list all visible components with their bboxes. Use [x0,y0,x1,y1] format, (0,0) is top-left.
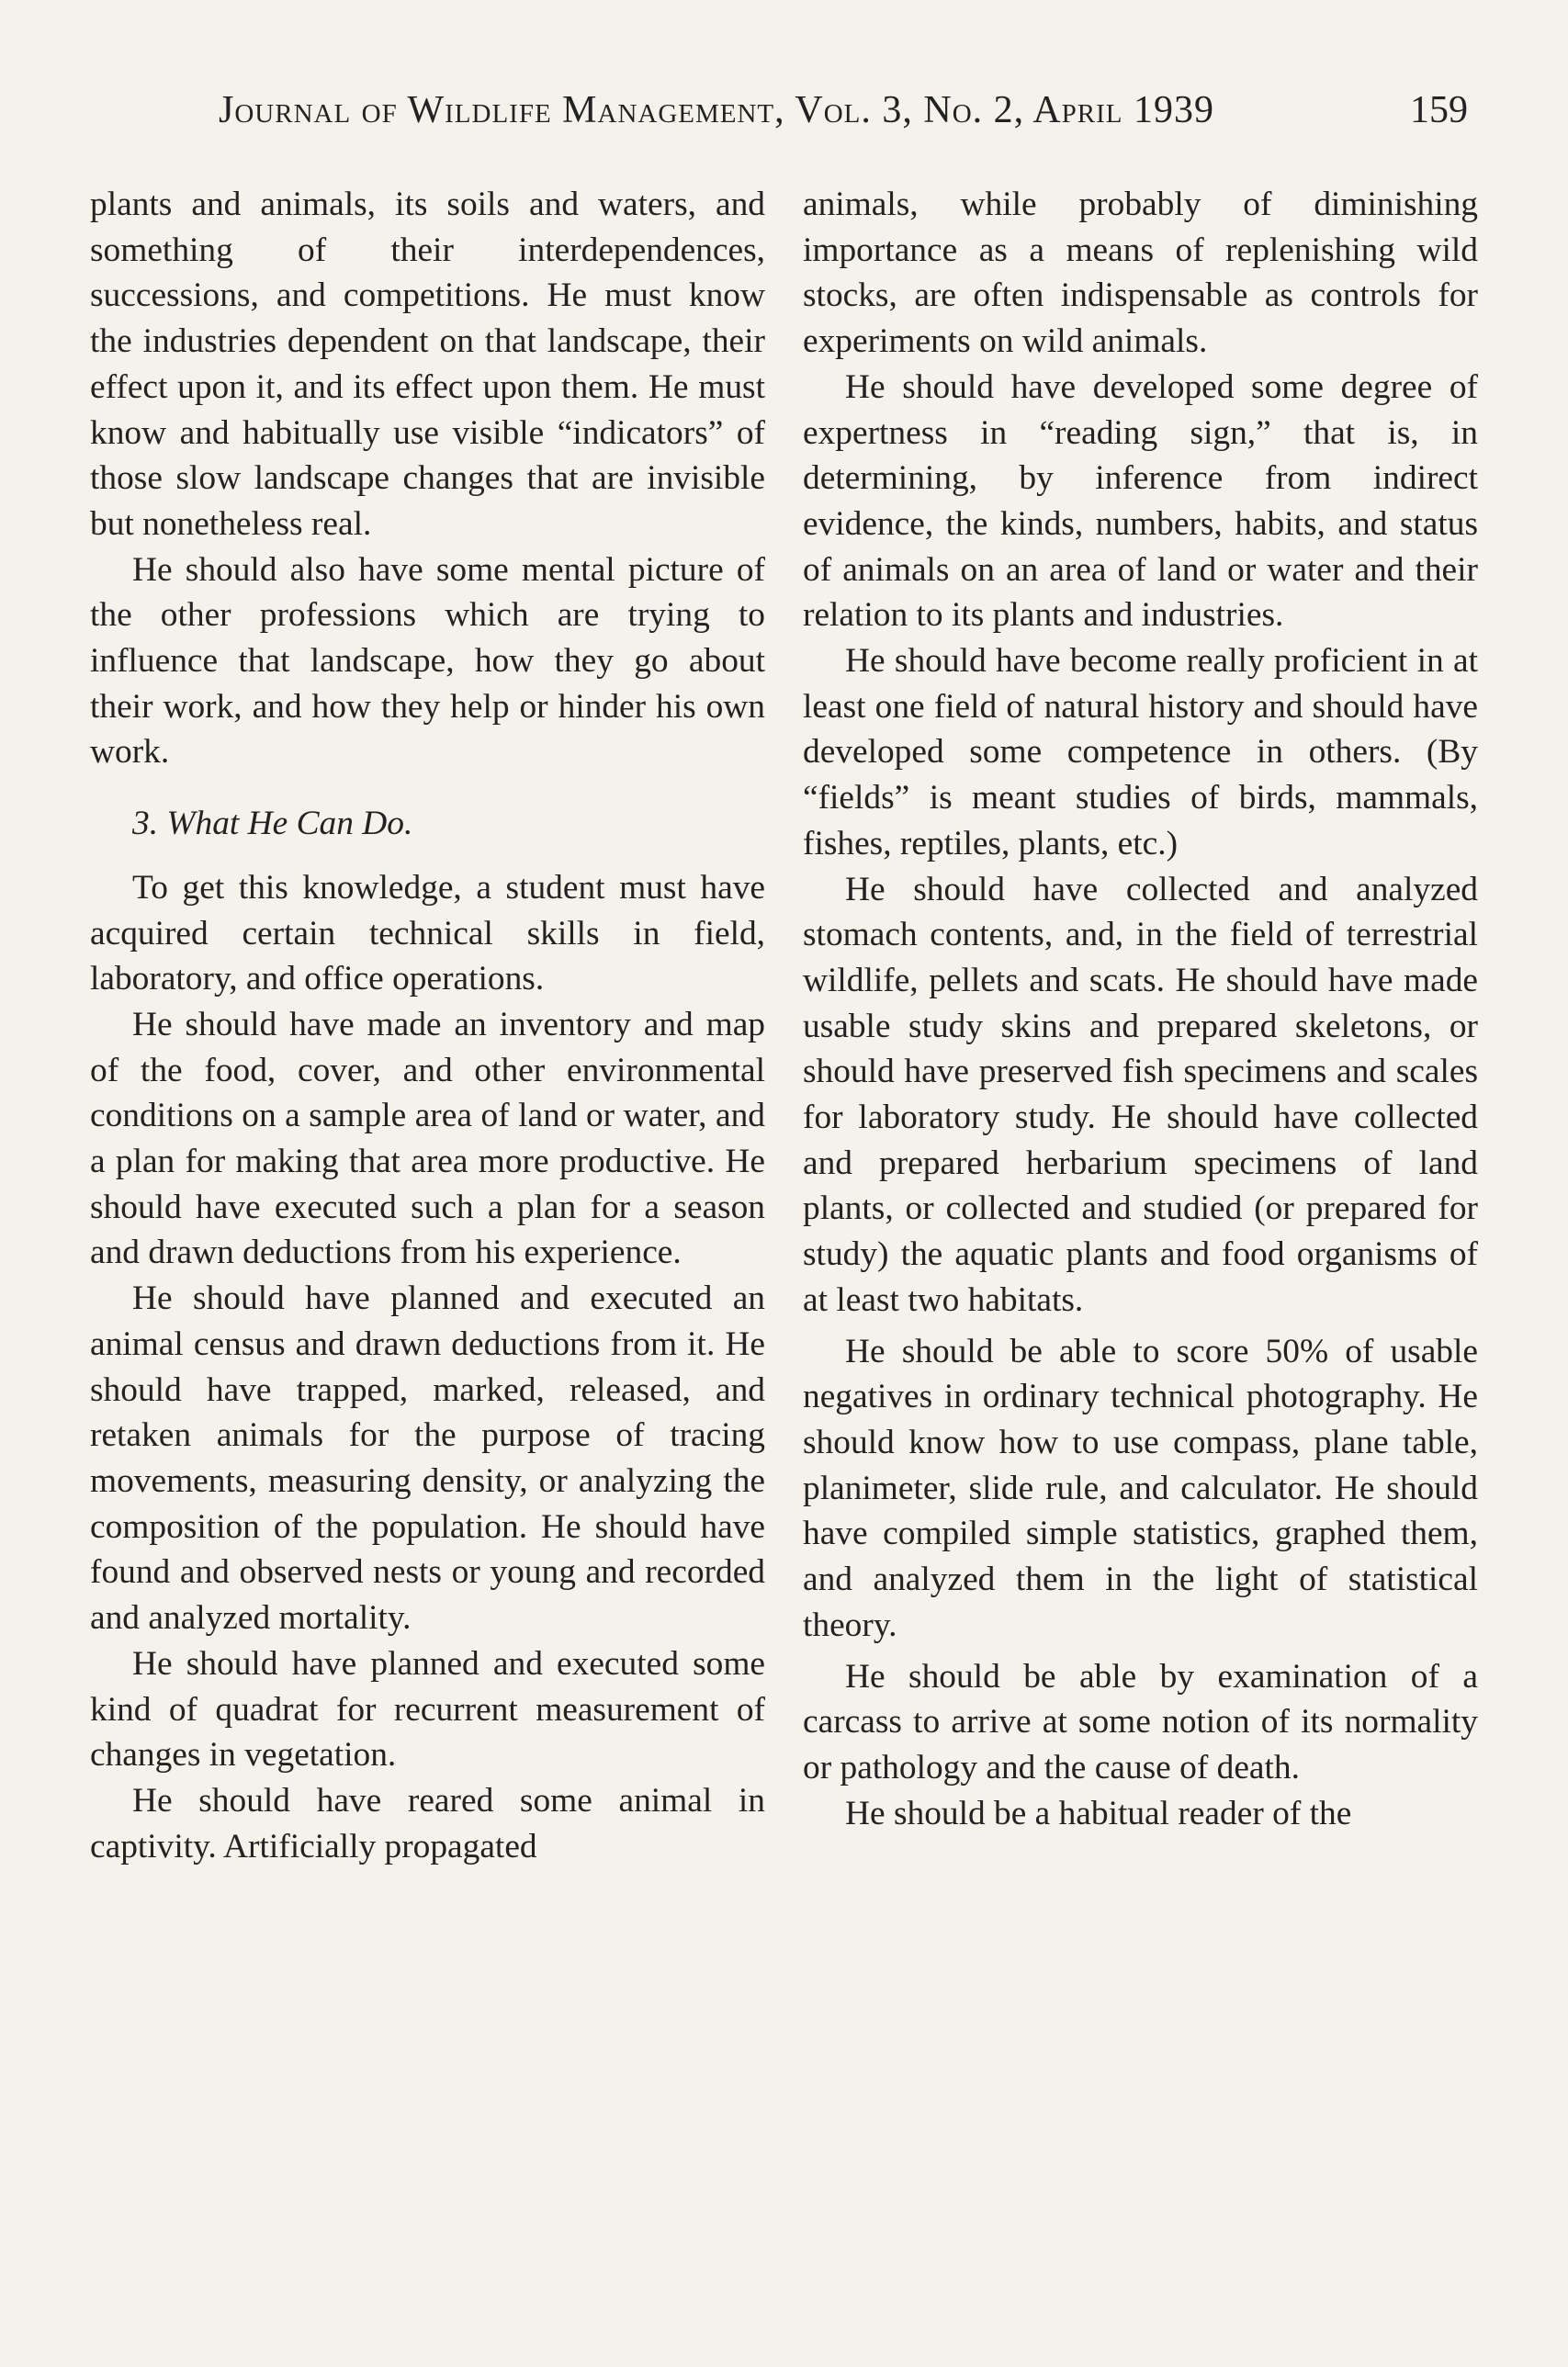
page-header [219,88,1468,140]
page-number: 159 [1410,89,1468,131]
paragraph: To get this knowledge, a student must have acquired certain technical skills in field, laboratory, and office operations. [90,868,765,998]
paragraph: He should be able by examination of a carcass to arrive at some notion of its normality or pathology and the cause of death. [803,1657,1478,1787]
section-heading: 3. What He Can Do. [132,805,413,843]
paragraph: He should have collected and analyzed stomach contents, and, in the field of terrestrial wildlife, pellets and scats. He should have made usable study skins and prepared skeletons, or should have preserved fish specimens and scales for laboratory study. He should have collected and prepared herbarium specimens of land plants, or collected and studied (or prepared for study) the aquatic plants and food organisms of at least two habitats. [803,870,1478,1319]
right-column [803,182,1478,1836]
left-column [90,182,765,1869]
paragraph: He should have made an inventory and map of the food, cover, and other environmental conditions on a sample area of land or water, and a plan for making that area more productive. He should have executed such a plan for a season and drawn deductions from his experience. [90,1005,765,1272]
running-head: Journal of Wildlife Management, Vol. 3, No. 2, April 1939 [219,89,1215,131]
paragraph: animals, while probably of diminishing importance as a means of replenishing wild stocks, are often indispensable as controls for experiments on wild animals. [803,186,1478,361]
paragraph: He should be a habitual reader of the [845,1794,1352,1832]
paragraph: He should have become really proficient in at least one field of natural history and should have developed some competence in others. (By “fields” is meant studies of birds, mammals, fishes, reptiles, plants, etc.) [803,642,1478,862]
paragraph: He should be able to score 50% of usable negatives in ordinary technical photography. He should know how to use compass, plane table, planimeter, slide rule, and calculator. He should have compiled simple statistics, graphed them, and analyzed them in the light of statistical theory. [803,1332,1478,1644]
paragraph: plants and animals, its soils and waters, and something of their interdependences, successions, and competitions. He must know the industries dependent on that landscape, their effect upon it, and its effect upon them. He must know and habitually use visible “indicators” of those slow landscape changes that are invisible but nonetheless real. [90,186,765,543]
paragraph: He should have planned and executed some kind of quadrat for recurrent measurement of changes in vegetation. [90,1644,765,1775]
paragraph: He should also have some mental picture of the other professions which are trying to influence that landscape, how they go about their work, and how they help or hinder his own work. [90,550,765,772]
paragraph: He should have planned and executed an animal census and drawn deductions from it. He should have trapped, marked, released, and retaken animals for the purpose of tracing movements, measuring density, or analyzing the composition of the population. He should have found and observed nests or young and recorded and analyzed mortality. [90,1279,765,1638]
paragraph: He should have reared some animal in captivity. Artificially propagated [90,1781,765,1865]
paragraph: He should have developed some degree of expertness in “reading sign,” that is, in determining, by inference from indirect evidence, the kinds, numbers, habits, and status of animals on an area of land or water and their relation to its plants and industries. [803,367,1478,635]
